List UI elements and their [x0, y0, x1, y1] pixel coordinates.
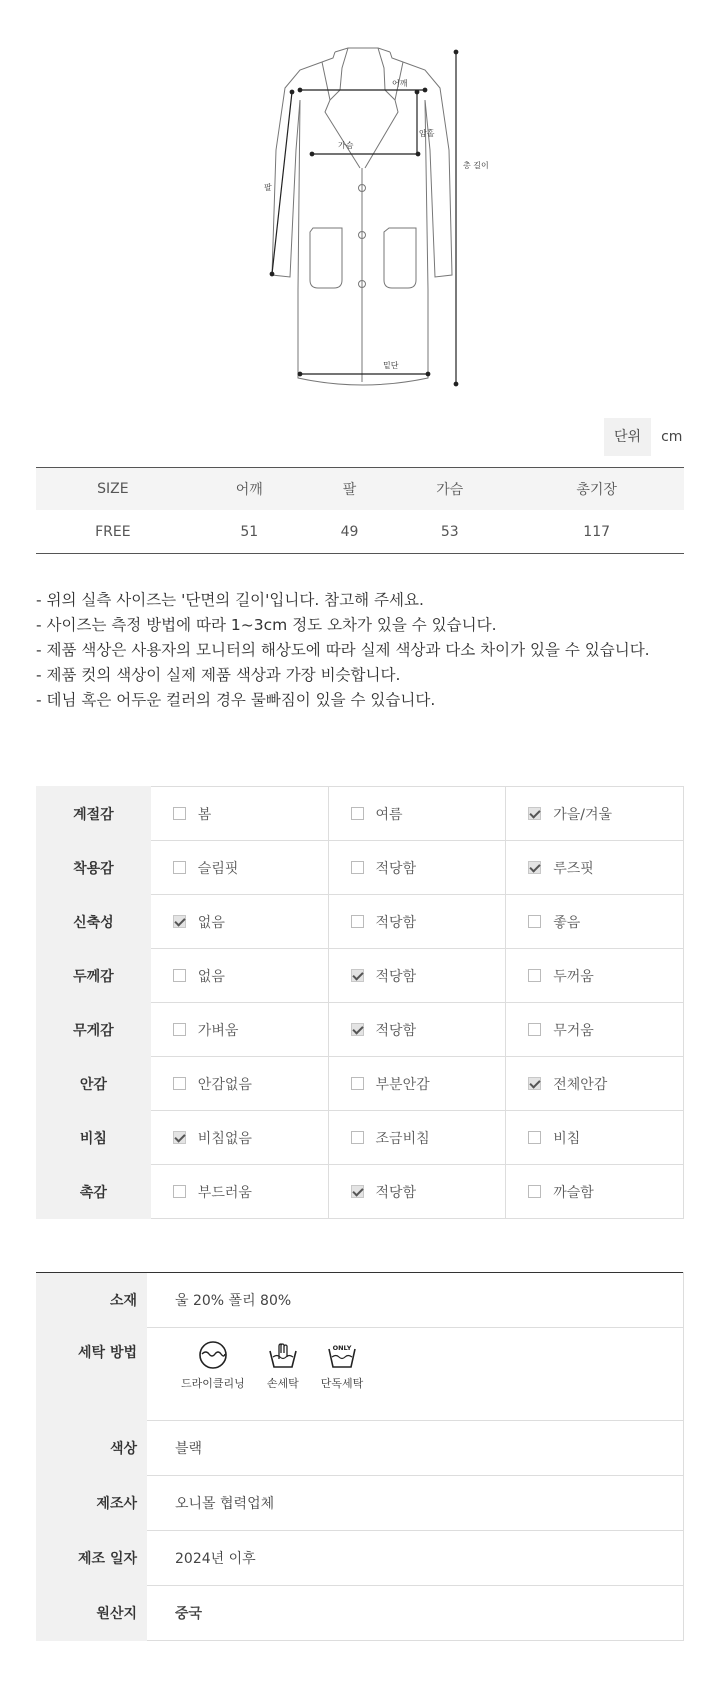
feel-option [150, 841, 328, 895]
feel-option-label: 전체안감 [553, 1076, 608, 1093]
feel-option-label: 좋음 [553, 914, 581, 931]
coat-illustration [0, 0, 720, 400]
size-notes [36, 588, 696, 713]
feel-row-label: 착용감 [37, 841, 151, 895]
checkbox-icon [173, 1023, 186, 1036]
color-label: 색상 [36, 1421, 147, 1476]
checkbox-icon [173, 807, 186, 820]
checkbox-icon [351, 861, 364, 874]
origin-label: 원산지 [36, 1586, 147, 1641]
hem-label: 밑단 [383, 361, 399, 370]
feel-option [328, 841, 506, 895]
hand-wash-icon [267, 1339, 299, 1371]
total-length-label: 총 길이 [463, 161, 489, 170]
info-row-material [36, 1273, 684, 1328]
feel-option [328, 1003, 506, 1057]
wash-item-dry-cleaning [181, 1339, 245, 1391]
feel-row-label: 두께감 [37, 949, 151, 1003]
material-label: 소재 [36, 1273, 147, 1328]
wash-label: 세탁 방법 [36, 1328, 147, 1421]
feel-option [328, 949, 506, 1003]
table-row [37, 1165, 684, 1219]
table-row [37, 895, 684, 949]
fabric-feel-table [36, 786, 684, 1219]
note-item: - 위의 실측 사이즈는 '단면의 길이'입니다. 참고해 주세요. [36, 591, 424, 609]
size-header-size: SIZE [36, 468, 190, 511]
unit-label: 단위 [604, 418, 651, 456]
unit-value: cm [661, 429, 683, 445]
checkbox-icon [351, 807, 364, 820]
feel-option [506, 1057, 684, 1111]
size-cell: FREE [36, 510, 190, 554]
feel-option [506, 841, 684, 895]
armhole-label: 암홀 [419, 129, 435, 138]
checked-checkbox-icon [173, 915, 186, 928]
feel-option-label: 비침없음 [197, 1130, 252, 1147]
info-row-origin [36, 1586, 684, 1641]
feel-option-label: 비침 [553, 1130, 581, 1147]
feel-option [328, 1111, 506, 1165]
chest-label: 가슴 [338, 141, 354, 150]
feel-option-label: 없음 [197, 968, 225, 985]
feel-option-label: 무거움 [553, 1022, 594, 1039]
feel-row-label: 계절감 [37, 787, 151, 841]
checkbox-icon [528, 915, 541, 928]
size-header-shoulder: 어깨 [190, 468, 309, 511]
feel-option-label: 까슬함 [553, 1184, 594, 1201]
wash-item-label: 손세탁 [266, 1377, 299, 1390]
wash-item-label: 단독세탁 [320, 1377, 364, 1390]
feel-option [506, 1111, 684, 1165]
wash-item-label: 드라이클리닝 [181, 1377, 245, 1390]
feel-option-label: 적당함 [375, 1022, 417, 1039]
wash-item-hand-wash [267, 1339, 299, 1391]
size-cell: 49 [309, 510, 390, 554]
feel-option [150, 787, 328, 841]
table-row [37, 841, 684, 895]
feel-option-label: 봄 [197, 806, 212, 823]
date-label: 제조 일자 [36, 1531, 147, 1586]
product-info-table [36, 1272, 684, 1641]
checkbox-icon [351, 1077, 364, 1090]
feel-option [150, 1057, 328, 1111]
checkbox-icon [528, 1185, 541, 1198]
fabric-feel-rows [37, 787, 684, 1219]
checkbox-icon [173, 969, 186, 982]
info-row-maker [36, 1476, 684, 1531]
feel-option-label: 부분안감 [375, 1076, 430, 1093]
size-table [36, 467, 684, 554]
feel-option-label: 두꺼움 [553, 968, 594, 985]
maker-value: 오니몰 협력업체 [147, 1476, 684, 1531]
checkbox-icon [528, 969, 541, 982]
origin-value: 중국 [147, 1586, 684, 1641]
checked-checkbox-icon [351, 1023, 364, 1036]
note-item: - 제품 컷의 색상이 실제 제품 색상과 가장 비슷합니다. [36, 666, 401, 684]
table-row [37, 1111, 684, 1165]
unit-indicator [604, 418, 682, 456]
size-table-header-row [36, 468, 684, 511]
table-row [36, 510, 684, 554]
size-cell: 53 [390, 510, 509, 554]
feel-option-label: 적당함 [375, 1184, 417, 1201]
size-header-total-length: 총기장 [509, 468, 684, 511]
checked-checkbox-icon [351, 1185, 364, 1198]
checkbox-icon [528, 1131, 541, 1144]
feel-option [150, 895, 328, 949]
coat-size-diagram [0, 0, 720, 400]
feel-option [150, 1111, 328, 1165]
checkbox-icon [351, 915, 364, 928]
feel-option-label: 없음 [197, 914, 225, 931]
info-row-color [36, 1421, 684, 1476]
shoulder-label: 어깨 [392, 79, 408, 88]
size-header-chest: 가슴 [390, 468, 509, 511]
info-row-date [36, 1531, 684, 1586]
color-value: 블랙 [147, 1421, 684, 1476]
feel-option [328, 1165, 506, 1219]
wash-item-separate [321, 1339, 364, 1391]
checkbox-icon [528, 1023, 541, 1036]
checked-checkbox-icon [173, 1131, 186, 1144]
feel-option [506, 895, 684, 949]
feel-option-label: 슬림핏 [197, 860, 239, 877]
wash-separately-icon [326, 1339, 358, 1371]
note-item: - 사이즈는 측정 방법에 따라 1~3cm 정도 오차가 있을 수 있습니다. [36, 616, 497, 634]
feel-option-label: 부드러움 [197, 1184, 252, 1201]
feel-option [328, 787, 506, 841]
checkbox-icon [173, 1077, 186, 1090]
feel-option [506, 949, 684, 1003]
feel-option-label: 여름 [375, 806, 403, 823]
feel-option-label: 루즈핏 [553, 860, 594, 877]
date-value: 2024년 이후 [147, 1531, 684, 1586]
feel-option [150, 1165, 328, 1219]
feel-option [506, 1165, 684, 1219]
checked-checkbox-icon [528, 861, 541, 874]
table-row [37, 1003, 684, 1057]
feel-option [150, 1003, 328, 1057]
feel-option [506, 787, 684, 841]
size-header-sleeve: 팔 [309, 468, 390, 511]
feel-option [506, 1003, 684, 1057]
feel-row-label: 신축성 [37, 895, 151, 949]
feel-option [328, 895, 506, 949]
checkbox-icon [173, 861, 186, 874]
feel-row-label: 안감 [37, 1057, 151, 1111]
maker-label: 제조사 [36, 1476, 147, 1531]
material-value: 울 20% 폴리 80% [147, 1273, 684, 1328]
feel-option [328, 1057, 506, 1111]
feel-option-label: 적당함 [375, 860, 417, 877]
info-row-wash [36, 1328, 684, 1421]
feel-option-label: 가벼움 [197, 1022, 239, 1039]
feel-option [150, 949, 328, 1003]
table-row [37, 787, 684, 841]
feel-option-label: 적당함 [375, 914, 417, 931]
note-item: - 데님 혹은 어두운 컬러의 경우 물빠짐이 있을 수 있습니다. [36, 691, 436, 709]
feel-option-label: 조금비침 [375, 1130, 430, 1147]
checkbox-icon [173, 1185, 186, 1198]
wash-methods [147, 1328, 684, 1421]
feel-option-label: 가을/겨울 [553, 806, 613, 823]
feel-row-label: 촉감 [37, 1165, 151, 1219]
table-row [37, 949, 684, 1003]
checked-checkbox-icon [351, 969, 364, 982]
feel-row-label: 비침 [37, 1111, 151, 1165]
feel-option-label: 적당함 [375, 968, 417, 985]
note-item: - 제품 색상은 사용자의 모니터의 해상도에 따라 실제 색상과 다소 차이가 있을 수 있습니다. [36, 641, 650, 659]
checked-checkbox-icon [528, 1077, 541, 1090]
dry-cleaning-icon [197, 1339, 229, 1371]
only-icon-text: ONLY [332, 1344, 352, 1352]
size-cell: 51 [190, 510, 309, 554]
feel-option-label: 안감없음 [197, 1076, 252, 1093]
feel-row-label: 무게감 [37, 1003, 151, 1057]
size-cell: 117 [509, 510, 684, 554]
sleeve-label: 팔 [264, 183, 272, 192]
table-row [37, 1057, 684, 1111]
checkbox-icon [351, 1131, 364, 1144]
checked-checkbox-icon [528, 807, 541, 820]
